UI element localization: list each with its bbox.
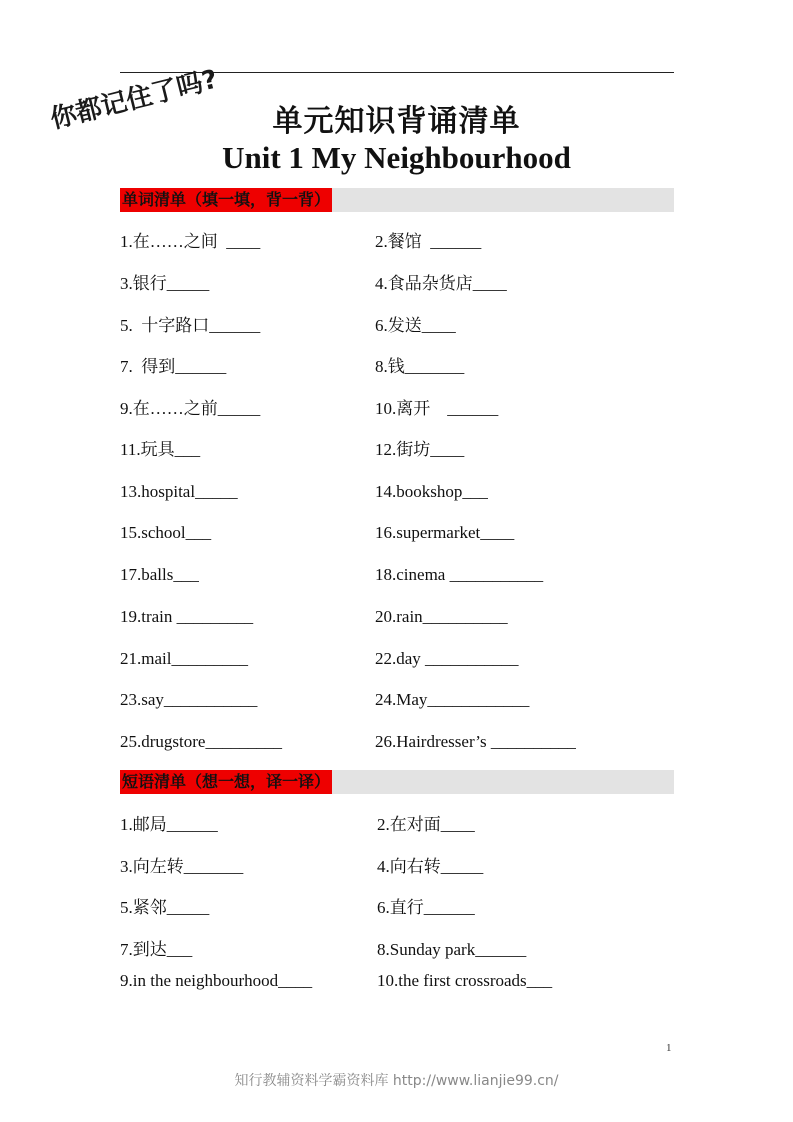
vocab-item: 20.rain__________ (375, 607, 508, 626)
footer-watermark: 知行教辅资料学霸资料库 http://www.lianjie99.cn/ (234, 1073, 559, 1089)
vocab-item: 13.hospital_____ (120, 482, 238, 501)
vocab-item: 3.银行_____ (120, 274, 210, 293)
vocab-item: 16.supermarket____ (375, 523, 515, 542)
vocab-item: 18.cinema ___________ (375, 565, 544, 584)
page-title-english: Unit 1 My Neighbourhood (222, 140, 571, 175)
phrase-item: 10.the first crossroads___ (377, 971, 553, 990)
vocab-section-bar (120, 188, 674, 212)
vocab-item: 10.离开 ______ (375, 399, 499, 418)
phrase-item: 6.直行______ (377, 898, 475, 917)
vocab-item: 1.在……之间 ____ (120, 232, 261, 251)
vocab-item: 25.drugstore_________ (120, 732, 282, 751)
vocab-item: 6.发送____ (375, 316, 456, 335)
phrase-item: 1.邮局______ (120, 815, 218, 834)
vocab-item: 21.mail_________ (120, 649, 248, 668)
vocab-item: 24.May____________ (375, 690, 530, 709)
vocab-item: 23.say___________ (120, 690, 258, 709)
vocab-item: 12.街坊____ (375, 440, 465, 459)
vocab-item: 22.day ___________ (375, 649, 519, 668)
vocab-item: 8.钱_______ (375, 357, 465, 376)
phrase-item: 4.向右转_____ (377, 857, 484, 876)
vocab-item: 19.train _________ (120, 607, 254, 626)
vocab-item: 26.Hairdresser’s __________ (375, 732, 576, 751)
vocab-item: 15.school___ (120, 523, 212, 542)
vocab-item: 14.bookshop___ (375, 482, 488, 501)
vocab-item: 11.玩具___ (120, 440, 201, 459)
vocab-item: 17.balls___ (120, 565, 199, 584)
reminder-stamp: 你都记住了吗? (47, 64, 221, 135)
phrase-item: 5.紧邻_____ (120, 898, 210, 917)
page-title-chinese: 单元知识背诵清单 (272, 104, 521, 139)
vocab-item: 7. 得到______ (120, 357, 227, 376)
phrase-item: 9.in the neighbourhood____ (120, 971, 313, 990)
vocab-item: 2.餐馆 ______ (375, 232, 482, 251)
phrase-item: 3.向左转_______ (120, 857, 244, 876)
phrase-item: 2.在对面____ (377, 815, 475, 834)
phrase-item: 8.Sunday park______ (377, 940, 527, 959)
vocab-item: 5. 十字路口______ (120, 316, 261, 335)
page-number: 1 (666, 1042, 672, 1054)
vocab-item: 9.在……之前_____ (120, 399, 261, 418)
phrases-section-heading: 短语清单（想一想，译一译） (120, 770, 332, 794)
phrases-section-bar (120, 770, 674, 794)
vocab-section-heading: 单词清单（填一填，背一背） (120, 188, 332, 212)
vocab-item: 4.食品杂货店____ (375, 274, 507, 293)
phrase-item: 7.到达___ (120, 940, 193, 959)
